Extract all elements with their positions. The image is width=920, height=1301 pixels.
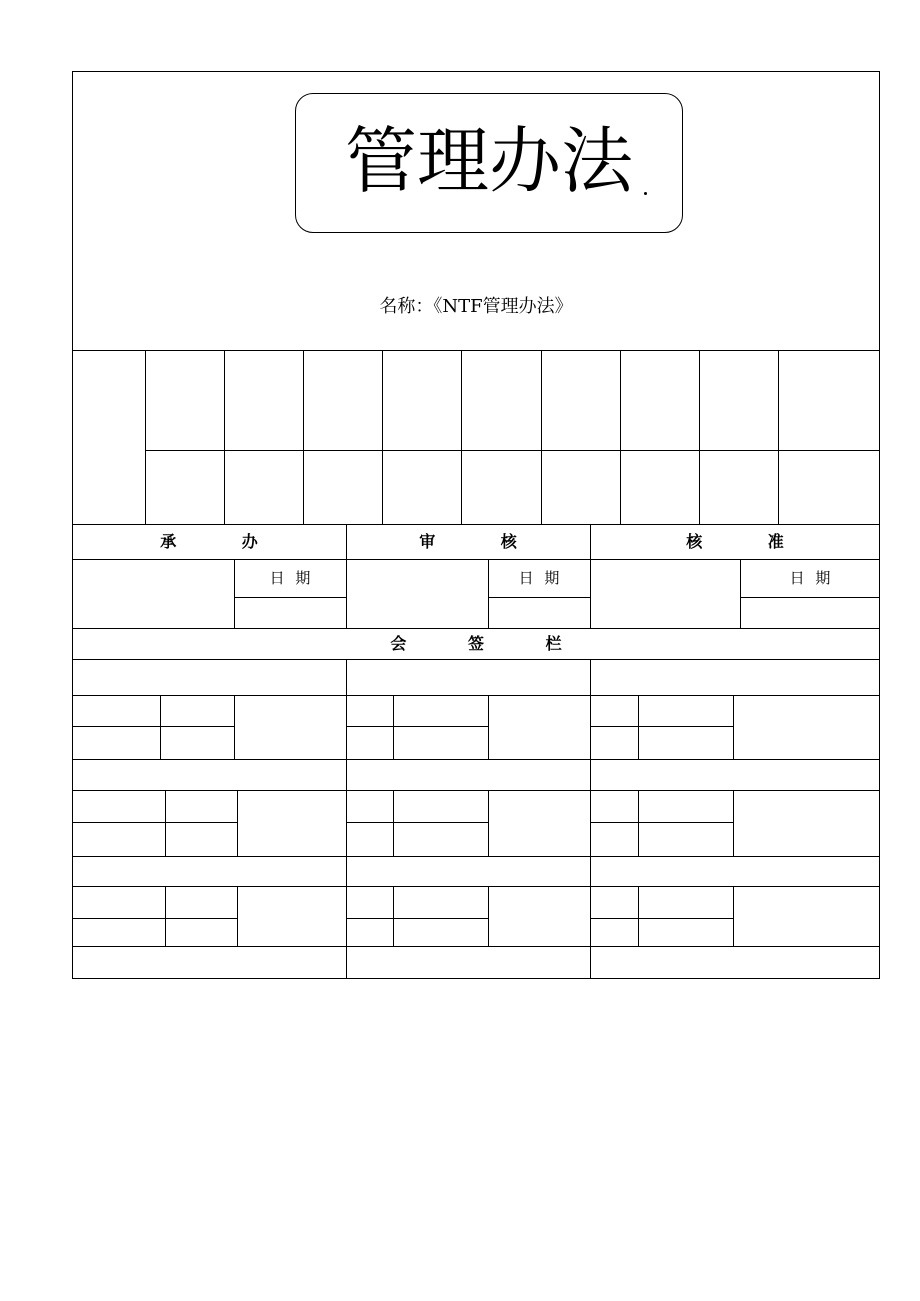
band-line <box>72 759 880 760</box>
cell-line <box>488 790 489 856</box>
review-date-field[interactable] <box>488 597 590 628</box>
grid-col-line <box>699 350 700 524</box>
cell-line <box>72 726 234 727</box>
grid-col-line <box>303 350 304 524</box>
cell-line <box>237 886 238 946</box>
band-line <box>72 886 880 887</box>
band-line <box>72 946 880 947</box>
document-name: 名称：《NTF管理办法》 <box>379 296 573 317</box>
cell-line <box>733 695 734 759</box>
cell-line <box>590 726 733 727</box>
cell-line <box>638 886 639 946</box>
cell-line <box>346 822 488 823</box>
grid-col-line <box>224 350 225 524</box>
band-line <box>72 790 880 791</box>
cell-line <box>346 918 488 919</box>
review-header: 审 核 <box>419 532 517 551</box>
grid-col-line <box>461 350 462 524</box>
cell-line <box>237 790 238 856</box>
grid-col-line <box>778 350 779 524</box>
cell-line <box>346 726 488 727</box>
cell-line <box>393 790 394 856</box>
grid-col-line <box>382 350 383 524</box>
countersign-header-line <box>72 659 880 660</box>
approve-header: 核 准 <box>686 532 784 551</box>
cell-line <box>638 790 639 856</box>
approve-sign-field[interactable] <box>590 559 740 628</box>
cell-line <box>488 695 489 759</box>
cell-line <box>72 822 237 823</box>
handle-header: 承 办 <box>160 532 258 551</box>
cell-line <box>590 822 733 823</box>
cell-line <box>638 695 639 759</box>
band-line <box>72 695 880 696</box>
cell-line <box>165 886 166 946</box>
approve-date-field[interactable] <box>740 597 880 628</box>
cell-line <box>393 886 394 946</box>
approve-date-label: 日 期 <box>789 569 831 587</box>
cell-line <box>733 790 734 856</box>
cell-line <box>160 695 161 759</box>
cell-line <box>72 918 237 919</box>
review-sign-field[interactable] <box>346 559 488 628</box>
band-line <box>72 856 880 857</box>
grid-col-line <box>620 350 621 524</box>
countersign-col-line <box>346 659 347 979</box>
cell-line <box>488 886 489 946</box>
grid-mid-line <box>145 450 880 451</box>
cell-line <box>234 695 235 759</box>
page-title: 管理办法 <box>344 119 633 203</box>
title-dot-mark <box>644 192 647 195</box>
title-box <box>295 93 683 233</box>
cell-line <box>393 695 394 759</box>
cell-line <box>165 790 166 856</box>
cell-line <box>590 918 733 919</box>
grid-col-line <box>541 350 542 524</box>
handle-sign-field[interactable] <box>72 559 234 628</box>
countersign-col-line <box>590 659 591 979</box>
grid-top-line <box>72 350 880 351</box>
handle-date-field[interactable] <box>234 597 346 628</box>
cell-line <box>733 886 734 946</box>
countersign-header: 会 签 栏 <box>390 634 562 653</box>
review-date-label: 日 期 <box>518 569 560 587</box>
handle-date-label: 日 期 <box>269 569 311 587</box>
grid-col-line <box>145 350 146 524</box>
